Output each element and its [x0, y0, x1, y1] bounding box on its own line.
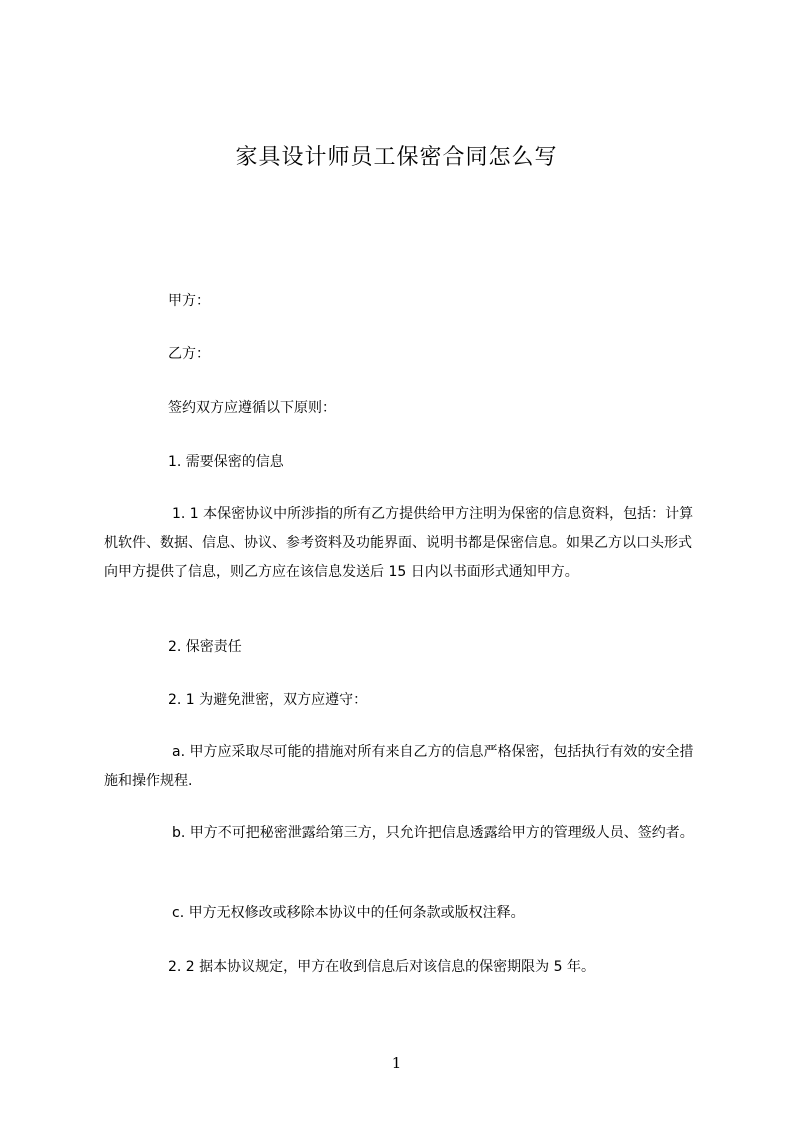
section-1-heading: 1. 需要保密的信息 — [168, 454, 284, 470]
item-c: c. 甲方无权修改或移除本协议中的任何条款或版权注释。 — [172, 905, 525, 921]
clause-1-1: 1. 1 本保密协议中所涉指的所有乙方提供给甲方注明为保密的信息资料，包括：计算机软件、数据、信息、协议、参考资料及功能界面、说明书都是保密信息。如果乙方以口头形式向甲方提供了信息，则乙方应在该信息发送后 15 日内以书面形式通知甲方。 — [104, 506, 694, 580]
item-a: a. 甲方应采取尽可能的措施对所有来自乙方的信息严格保密，包括执行有效的安全措施和操作规程. — [104, 744, 694, 789]
party-b-label: 乙方： — [168, 346, 210, 362]
principles-intro: 签约双方应遵循以下原则： — [168, 400, 336, 416]
page-number: 1 — [391, 1054, 402, 1072]
section-2-heading: 2. 保密责任 — [168, 639, 242, 655]
clause-2-1: 2. 1 为避免泄密，双方应遵守： — [168, 692, 368, 708]
document-title: 家具设计师员工保密合同怎么写 — [235, 145, 558, 170]
clause-2-2: 2. 2 据本协议规定，甲方在收到信息后对该信息的保密期限为 5 年。 — [168, 959, 595, 975]
item-b: b. 甲方不可把秘密泄露给第三方，只允许把信息透露给甲方的管理级人员、签约者。 — [172, 825, 694, 841]
party-a-label: 甲方： — [168, 293, 210, 309]
